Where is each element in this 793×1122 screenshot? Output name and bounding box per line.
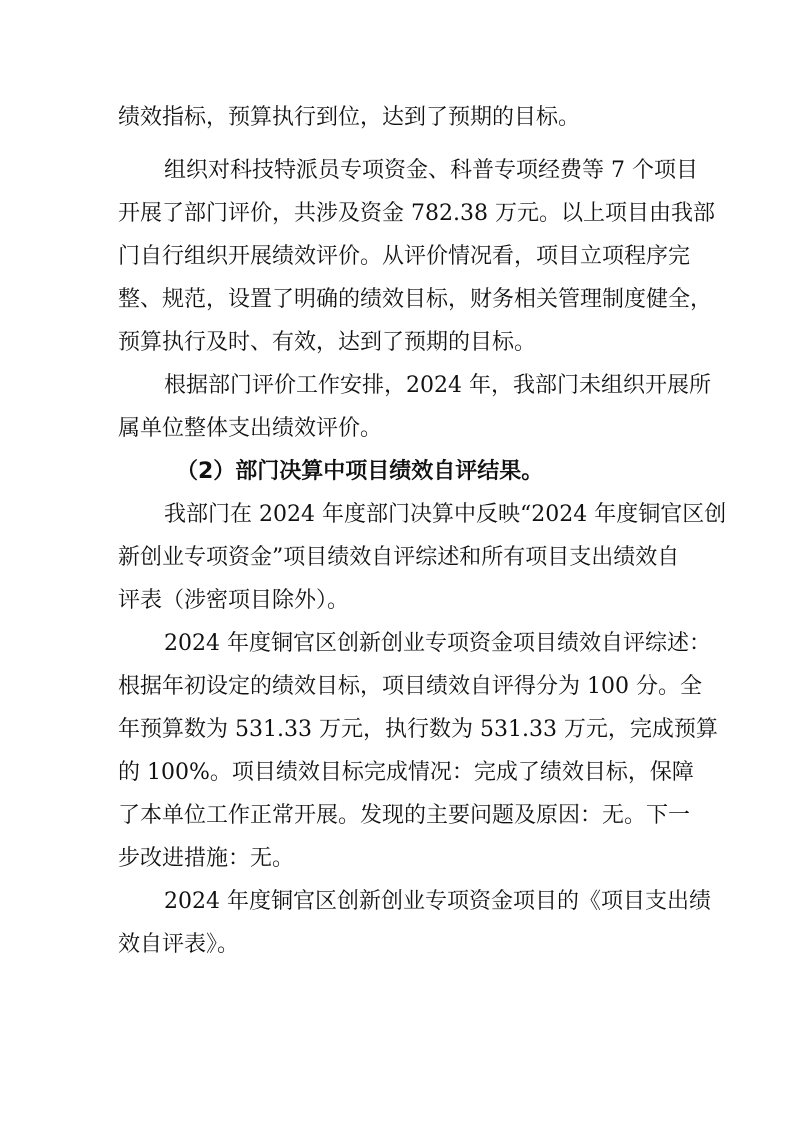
paragraph-line: 整、规范，设置了明确的绩效目标，财务相关管理制度健全， [118,287,713,312]
paragraph-line: 年预算数为 531.33 万元，执行数为 531.33 万元，完成预算 [118,717,718,742]
paragraph-line: 新创业专项资金”项目绩效自评综述和所有项目支出绩效自 [118,545,680,570]
paragraph-line: 2024 年度铜官区创新创业专项资金项目绩效自评综述： [164,631,711,656]
paragraph-line: 预算执行及时、有效，达到了预期的目标。 [118,330,537,355]
paragraph-line: 步改进措施：无。 [118,846,295,871]
paragraph-line: 属单位整体支出绩效评价。 [118,416,383,441]
section-heading: （2）部门决算中项目绩效自评结果。 [176,459,544,484]
paragraph-line: 了本单位工作正常开展。发现的主要问题及原因：无。下一 [118,803,691,828]
paragraph-line: 门自行组织开展绩效评价。从评价情况看，项目立项程序完 [118,244,691,269]
paragraph-line: 的 100%。项目绩效目标完成情况：完成了绩效目标，保障 [118,760,694,785]
paragraph-line: 根据年初设定的绩效目标，项目绩效自评得分为 100 分。全 [118,674,702,699]
paragraph-line: 我部门在 2024 年度部门决算中反映“2024 年度铜官区创 [164,502,727,527]
paragraph-line: 开展了部门评价，共涉及资金 782.38 万元。以上项目由我部 [118,201,715,226]
paragraph-line: 组织对科技特派员专项资金、科普专项经费等 7 个项目 [164,158,698,183]
paragraph-line: 绩效指标，预算执行到位，达到了预期的目标。 [118,105,581,130]
paragraph-line: 根据部门评价工作安排，2024 年，我部门未组织开展所 [164,373,711,398]
paragraph-line: 评表（涉密项目除外）。 [118,588,350,613]
paragraph-line: 效自评表》。 [118,932,240,957]
paragraph-line: 2024 年度铜官区创新创业专项资金项目的《项目支出绩 [164,889,711,914]
